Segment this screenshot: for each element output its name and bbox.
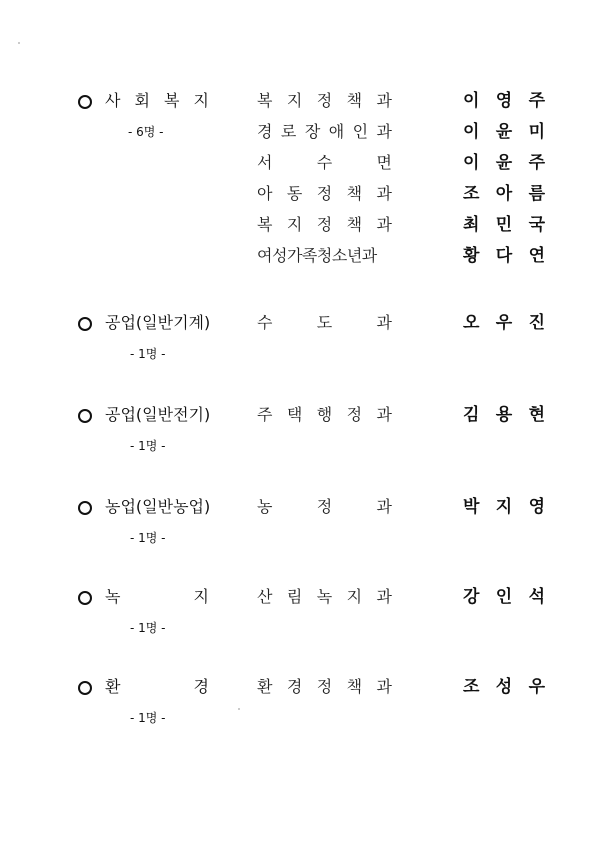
department: 경 로 장 애 인 과 [257, 122, 392, 141]
category-label: 공업(일반전기) [105, 405, 211, 424]
entry-row [0, 152, 600, 176]
circle-bullet-icon [78, 409, 92, 423]
department: 복 지 정 책 과 [257, 215, 392, 234]
person-name: 이 윤 주 [463, 153, 545, 173]
entry-row [0, 90, 600, 114]
category-label: 사 회 복 지 [105, 91, 209, 110]
entry-row [0, 586, 600, 610]
department: 주 택 행 정 과 [257, 405, 392, 424]
entry-row [0, 214, 600, 238]
entry-row [0, 121, 600, 145]
department: 수 도 과 [257, 313, 392, 332]
headcount: - 1명 - [130, 439, 166, 453]
category-label: 공업(일반기계) [105, 313, 211, 332]
circle-bullet-icon [78, 681, 92, 695]
person-name: 이 영 주 [463, 91, 545, 111]
category-label: 녹 지 [105, 587, 209, 606]
entry-row [0, 245, 600, 269]
entry-row [0, 676, 600, 700]
person-name: 강 인 석 [463, 587, 545, 607]
person-name: 박 지 영 [463, 497, 545, 517]
department: 농 정 과 [257, 497, 392, 516]
entry-row [0, 312, 600, 336]
person-name: 김 용 현 [463, 405, 545, 425]
department: 산 림 녹 지 과 [257, 587, 392, 606]
circle-bullet-icon [78, 501, 92, 515]
person-name: 최 민 국 [463, 215, 545, 235]
entry-row [0, 183, 600, 207]
department: 아 동 정 책 과 [257, 184, 392, 203]
circle-bullet-icon [78, 317, 92, 331]
category-label: 환 경 [105, 677, 209, 696]
person-name: 이 윤 미 [463, 122, 545, 142]
headcount: - 6명 - [128, 125, 164, 139]
person-name: 오 우 진 [463, 313, 545, 333]
person-name: 조 아 름 [463, 184, 545, 204]
department: 복 지 정 책 과 [257, 91, 392, 110]
circle-bullet-icon [78, 591, 92, 605]
headcount: - 1명 - [130, 711, 166, 725]
scan-speck [18, 42, 20, 44]
headcount: - 1명 - [130, 531, 166, 545]
category-label: 농업(일반농업) [105, 497, 211, 516]
person-name: 조 성 우 [463, 677, 545, 697]
department: 서 수 면 [257, 153, 392, 172]
person-name: 황 다 연 [463, 246, 545, 266]
circle-bullet-icon [78, 95, 92, 109]
entry-row [0, 404, 600, 428]
scan-speck [238, 708, 240, 710]
department: 여 성 가 족 청 소 년 과 [257, 246, 377, 265]
department: 환 경 정 책 과 [257, 677, 392, 696]
headcount: - 1명 - [130, 621, 166, 635]
entry-row [0, 496, 600, 520]
headcount: - 1명 - [130, 347, 166, 361]
